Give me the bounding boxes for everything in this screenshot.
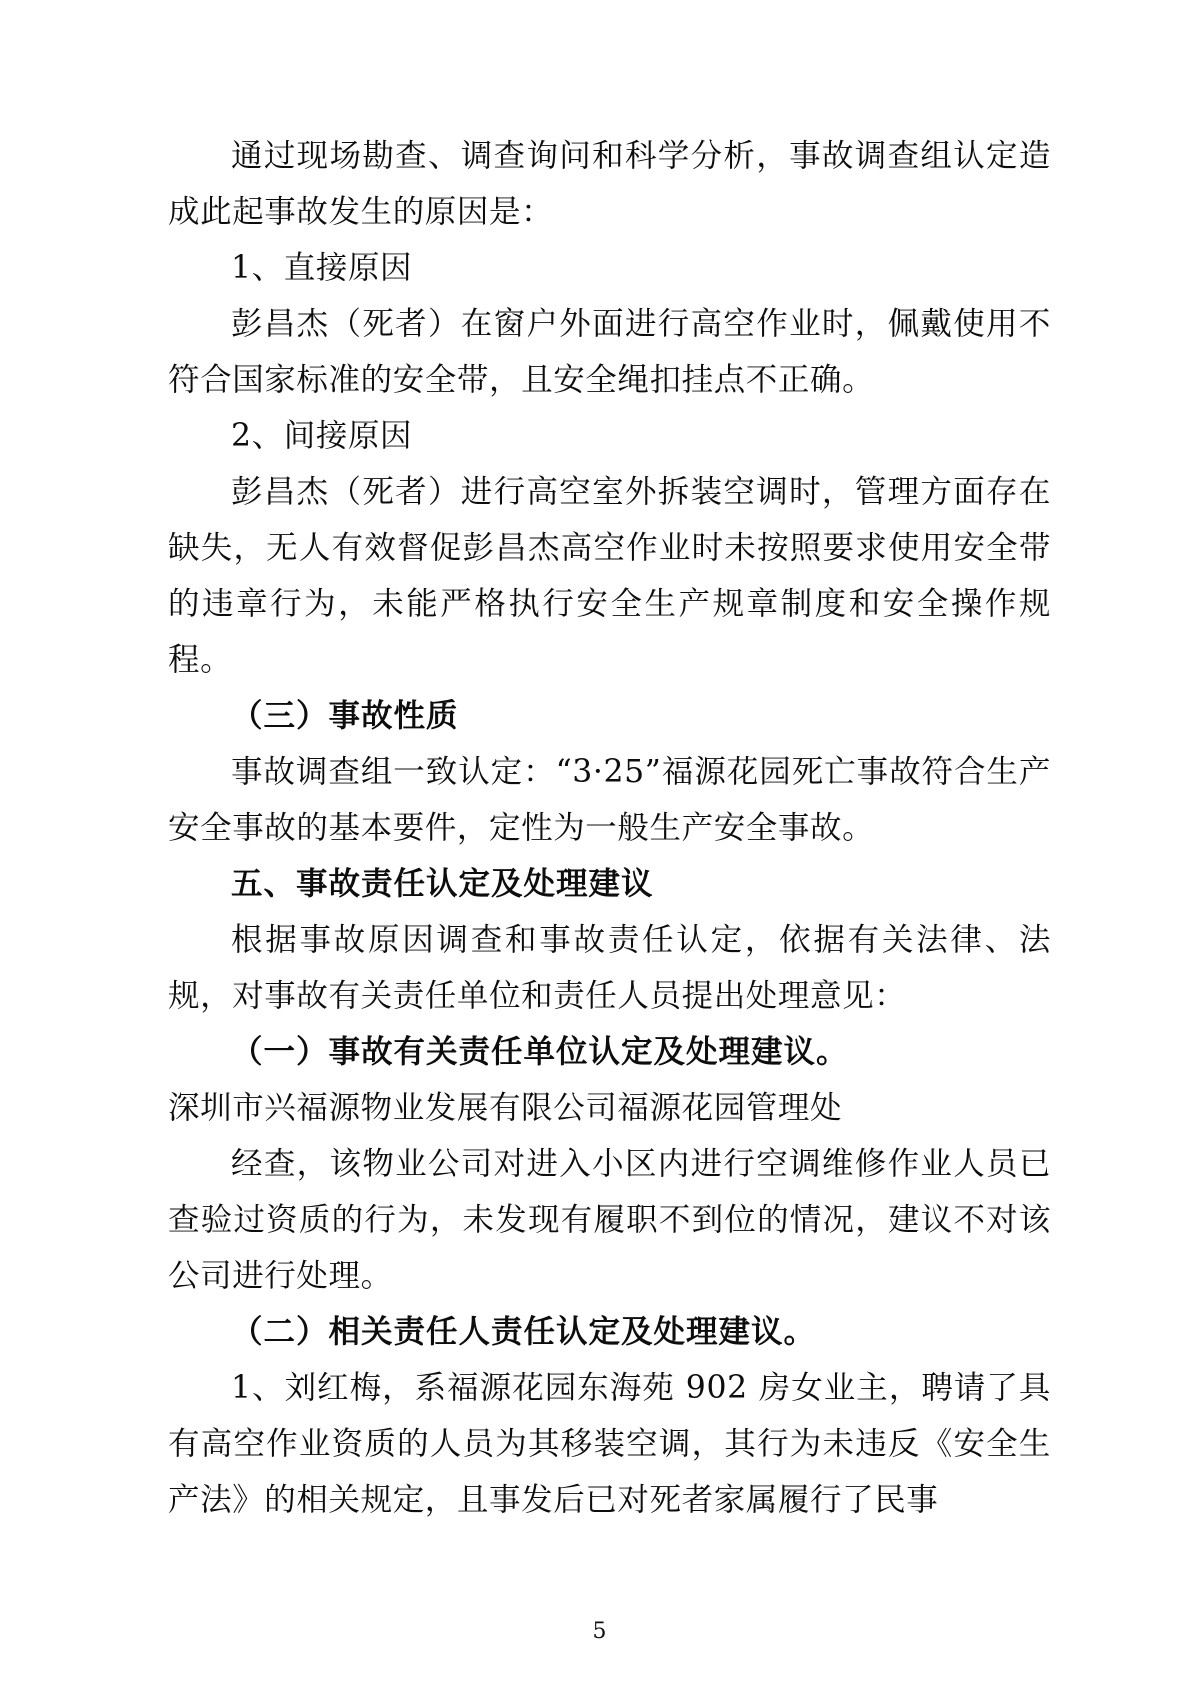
paragraph-direct-cause-label: 1、直接原因: [231, 250, 413, 286]
heading-responsible-unit: （一）事故有关责任单位认定及处理建议。: [231, 1033, 849, 1070]
paragraph-accident-nature-detail: 事故调查组一致认定：“3·25”福源花园死亡事故符合生产安全事故的基本要件，定性为一般生产安全事故。: [168, 754, 1051, 846]
paragraph-person-liuhongmei: 1、刘红梅，系福源花园东海苑 902 房女业主，聘请了具有高空作业资质的人员为其移装空调，其行为未违反《安全生产法》的相关规定，且事发后已对死者家属履行了民事: [168, 1370, 1051, 1518]
paragraph-company-name: 深圳市兴福源物业发展有限公司福源花园管理处: [168, 1090, 843, 1126]
paragraph-indirect-cause-label: 2、间接原因: [231, 418, 413, 454]
heading-responsibility-section: 五、事故责任认定及处理建议: [231, 865, 654, 902]
paragraph-responsibility-intro: 根据事故原因调查和事故责任认定，依据有关法律、法规，对事故有关责任单位和责任人员提出处理意见：: [168, 922, 1051, 1014]
heading-responsible-persons: （二）相关责任人责任认定及处理建议。: [231, 1313, 817, 1350]
page-number: 5: [592, 1619, 607, 1644]
paragraph-cause-intro: 通过现场勘查、调查询问和科学分析，事故调查组认定造成此起事故发生的原因是：: [168, 138, 1051, 230]
paragraph-indirect-cause-detail: 彭昌杰（死者）进行高空室外拆装空调时，管理方面存在缺失，无人有效督促彭昌杰高空作业时未按照要求使用安全带的违章行为，未能严格执行安全生产规章制度和安全操作规程。: [168, 474, 1051, 678]
paragraph-direct-cause-detail: 彭昌杰（死者）在窗户外面进行高空作业时，佩戴使用不符合国家标准的安全带，且安全绳扣挂点不正确。: [168, 306, 1051, 398]
heading-accident-nature: （三）事故性质: [231, 697, 459, 734]
paragraph-company-finding: 经查，该物业公司对进入小区内进行空调维修作业人员已查验过资质的行为，未发现有履职不到位的情况，建议不对该公司进行处理。: [168, 1146, 1051, 1294]
